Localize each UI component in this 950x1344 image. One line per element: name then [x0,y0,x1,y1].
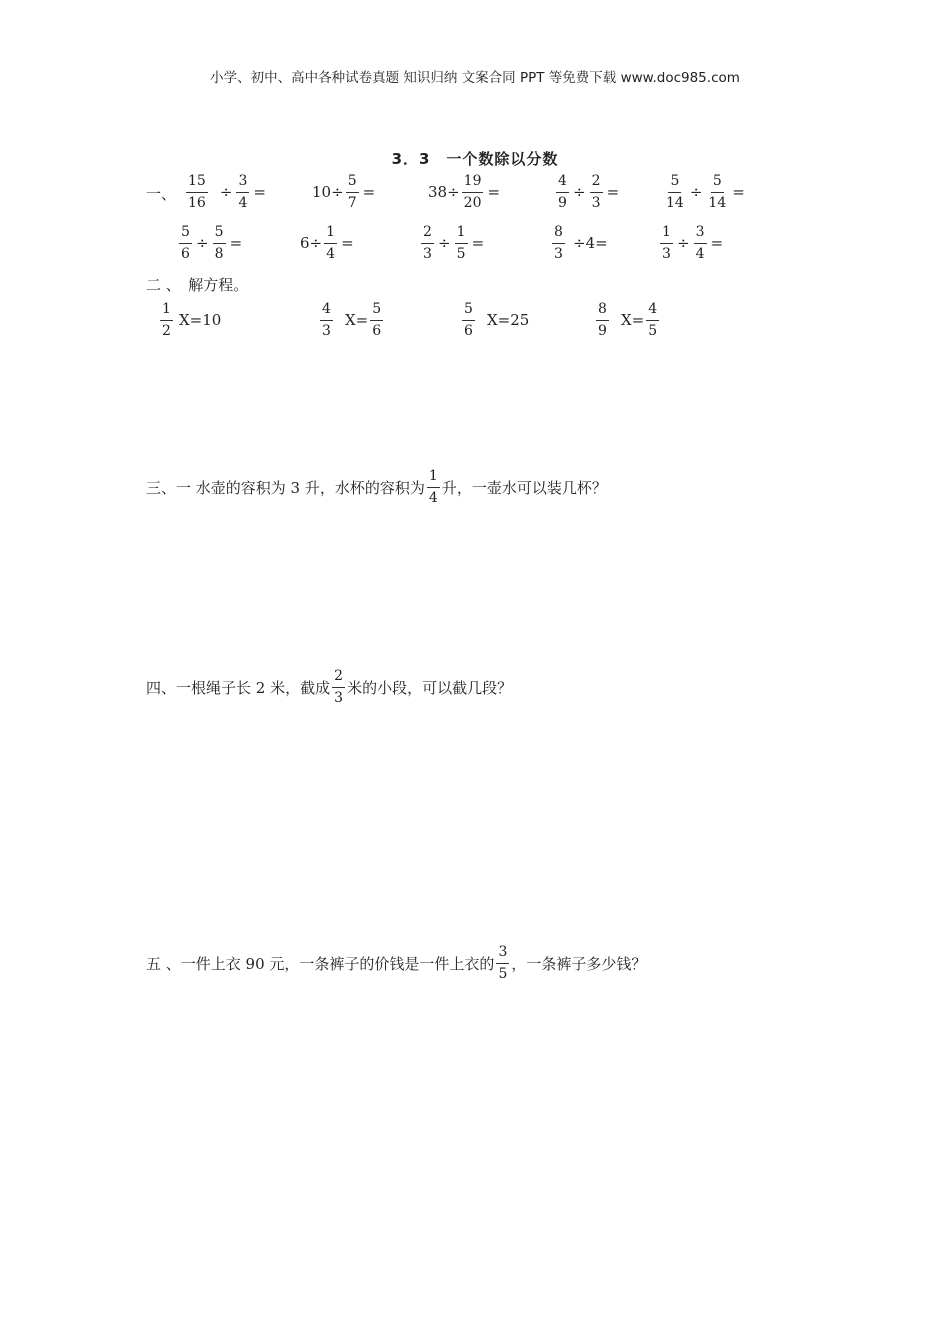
fraction: $\frac{2}{3}$ [590,173,603,212]
fraction: $\frac{5}{6}$ [179,224,192,263]
exercise-1-2: 10÷ $\frac{5}{7}$ = [312,172,376,211]
exercise-1-5: $\frac{5}{14}$ ÷ $\frac{5}{14}$ = [666,172,745,211]
exercise-1-4: $\frac{4}{9}$ ÷ $\frac{2}{3}$ = [554,168,621,216]
question-3: 三、一 水壶的容积为 3 升，水杯的容积为 $\frac{1}{4}$ 升，一壶水可以装几杯？ [146,468,607,506]
fraction: $\frac{5}{6}$ [462,301,475,340]
fraction: $\frac{3}{4}$ [236,173,249,212]
fraction: $\frac{4}{9}$ [556,173,569,212]
exercise-1-10: $\frac{1}{3}$ ÷ $\frac{3}{4}$ = [658,219,725,267]
site-header-text: 小学、初中、高中各种试卷真题 知识归纳 文案合同 PPT 等免费下载 www.doc985.com [210,70,740,86]
fraction: $\frac{19}{20}$ [463,172,482,211]
fraction: $\frac{1}{3}$ [660,224,673,263]
equation-4: $\frac{8}{9}$ X= $\frac{4}{5}$ [594,296,661,344]
fraction: $\frac{1}{5}$ [455,224,468,263]
exercise-1-3: 38÷ $\frac{19}{20}$ = [428,172,501,211]
section-1-label: 一、 [146,185,177,203]
fraction: $\frac{1}{4}$ [427,468,440,507]
fraction: $\frac{1}{4}$ [324,224,337,263]
question-4: 四、一根绳子长 2 米，截成 $\frac{2}{3}$ 米的小段，可以截几段？ [146,668,513,706]
exercise-1-8: $\frac{2}{3}$ ÷ $\frac{1}{5}$ = [419,219,486,267]
page-title: 3．3 一个数除以分数 [391,150,559,168]
fraction: $\frac{5}{8}$ [213,224,226,263]
equation-1: $\frac{1}{2}$ X=10 [158,296,221,344]
equation-2: $\frac{4}{3}$ X= $\frac{5}{6}$ [318,296,385,344]
fraction: $\frac{1}{2}$ [160,301,173,340]
equation-3: $\frac{5}{6}$ X=25 [460,296,529,344]
fraction: $\frac{3}{5}$ [496,944,509,983]
fraction: $\frac{4}{3}$ [320,301,333,340]
fraction: $\frac{8}{9}$ [596,301,609,340]
fraction: $\frac{8}{3}$ [552,224,565,263]
fraction: $\frac{2}{3}$ [421,224,434,263]
exercise-1-1: $\frac{15}{16}$ ÷ $\frac{3}{4}$ = [188,172,266,211]
question-5: 五 、一件上衣 90 元，一条裤子的价钱是一件上衣的 $\frac{3}{5}$ ，一条裤子多少钱？ [146,944,647,982]
fraction: $\frac{2}{3}$ [332,668,345,707]
exercise-1-6: $\frac{5}{6}$ ÷ $\frac{5}{8}$ = [177,219,244,267]
exercise-1-7: 6÷ $\frac{1}{4}$ = [300,223,354,262]
fraction: $\frac{5}{6}$ [370,301,383,340]
fraction: $\frac{15}{16}$ [188,172,206,211]
exercise-1-9: $\frac{8}{3}$ ÷4= [550,219,610,267]
fraction: $\frac{4}{5}$ [646,301,659,340]
section-2-label: 二 、 解方程。 [146,276,249,294]
fraction: $\frac{5}{7}$ [346,173,359,212]
fraction: $\frac{3}{4}$ [694,224,707,263]
fraction: $\frac{5}{14}$ [708,172,727,211]
fraction: $\frac{5}{14}$ [666,172,684,211]
